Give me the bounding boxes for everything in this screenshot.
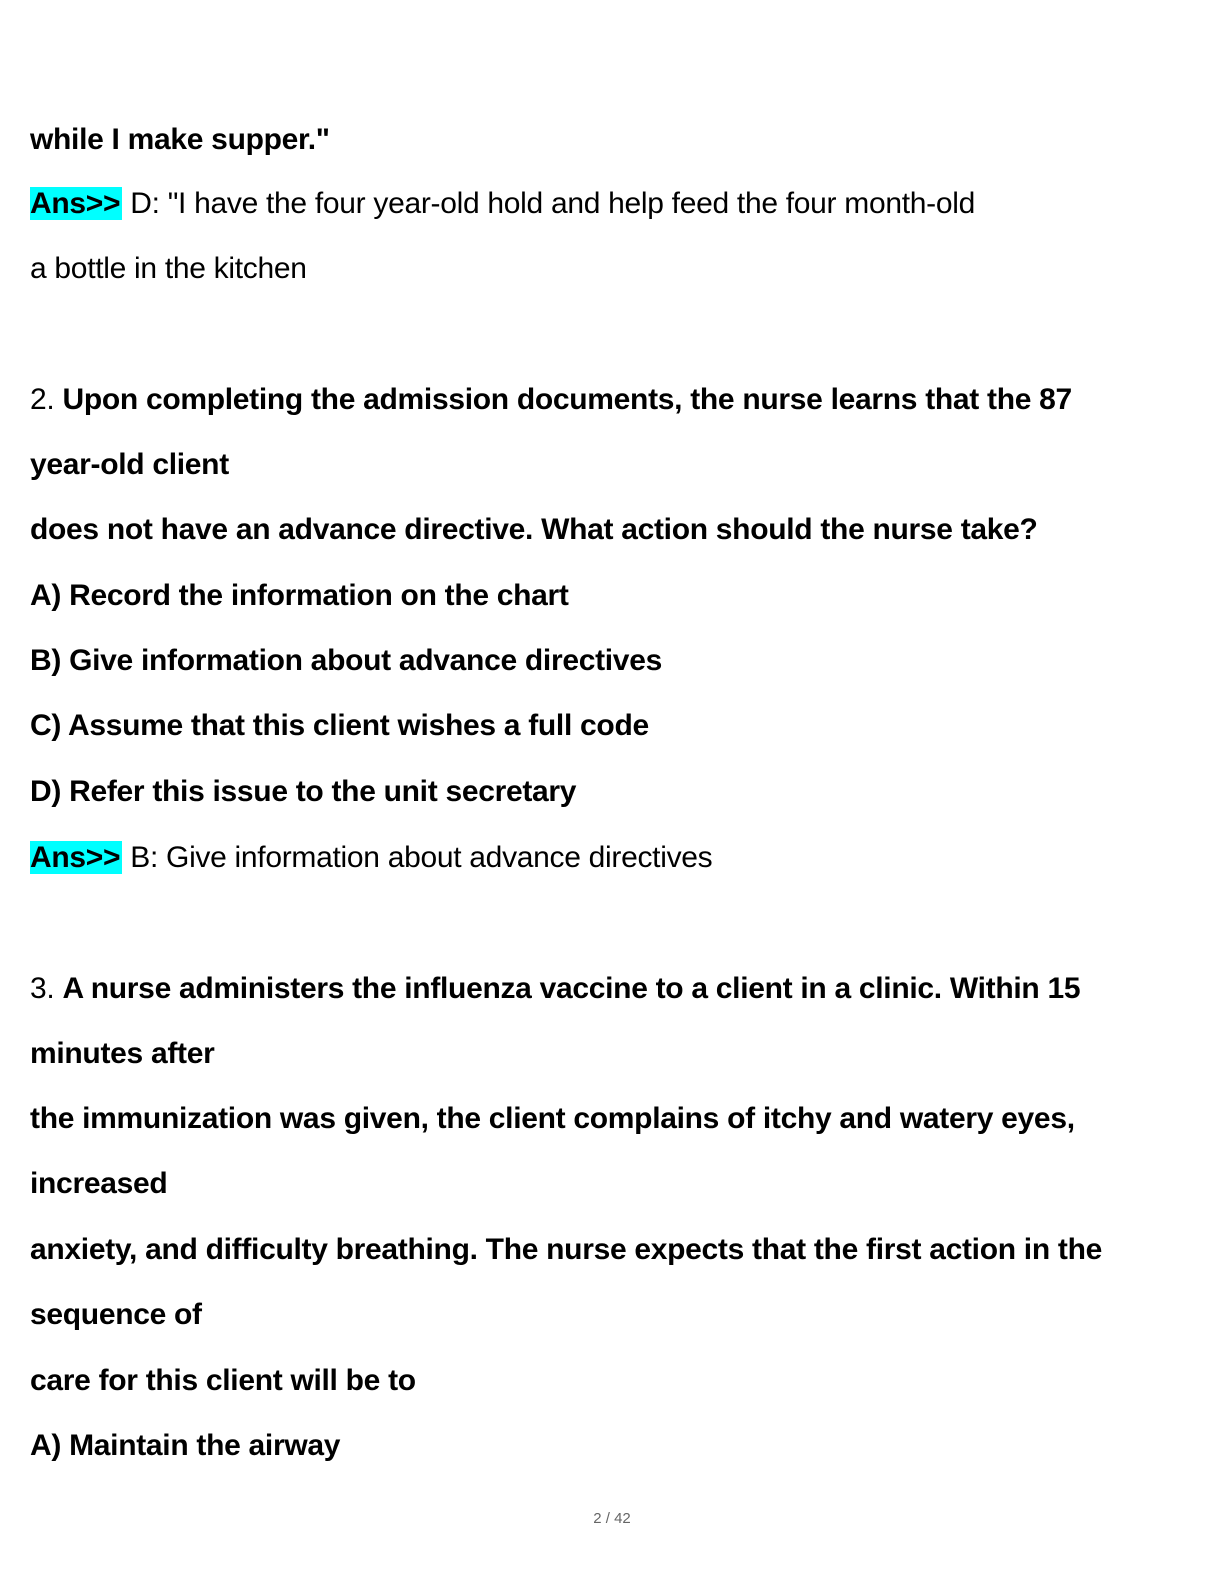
question-number: 2. xyxy=(30,383,63,416)
question-number: 3. xyxy=(30,972,63,1005)
option-c: C) Assume that this client wishes a full code xyxy=(30,709,649,742)
question-text: care for this client will be to xyxy=(30,1364,416,1397)
answer-marker: Ans>> xyxy=(30,187,121,220)
question-text: year-old client xyxy=(30,448,229,481)
answer-marker: Ans>> xyxy=(30,841,121,874)
option-b: B) Give information about advance directives xyxy=(30,644,662,677)
question-text: does not have an advance directive. What action should the nurse take? xyxy=(30,513,1038,546)
question-3-stem xyxy=(30,969,1080,1009)
option-a: A) Maintain the airway xyxy=(30,1429,341,1462)
text-line: while I make supper." xyxy=(30,123,330,156)
question-text: A nurse administers the influenza vaccine to a client in a clinic. Within 15 xyxy=(62,972,1081,1005)
page-indicator: 2 / 42 xyxy=(593,1510,631,1527)
answer-line xyxy=(30,184,975,224)
question-text: minutes after xyxy=(30,1037,215,1070)
question-2-stem xyxy=(30,380,1072,420)
answer-text: D: "I have the four year-old hold and help feed the four month-old xyxy=(122,187,975,220)
answer-text: B: Give information about advance directives xyxy=(122,841,713,874)
question-text: sequence of xyxy=(30,1298,202,1331)
option-a: A) Record the information on the chart xyxy=(30,579,569,612)
question-text: the immunization was given, the client complains of itchy and watery eyes, xyxy=(30,1102,1075,1135)
option-d: D) Refer this issue to the unit secretary xyxy=(30,775,577,808)
question-text: increased xyxy=(30,1167,168,1200)
question-text: anxiety, and difficulty breathing. The nurse expects that the first action in the xyxy=(30,1233,1102,1266)
question-text: Upon completing the admission documents, the nurse learns that the 87 xyxy=(62,383,1072,416)
answer-line xyxy=(30,838,712,878)
text-line: a bottle in the kitchen xyxy=(30,252,307,285)
